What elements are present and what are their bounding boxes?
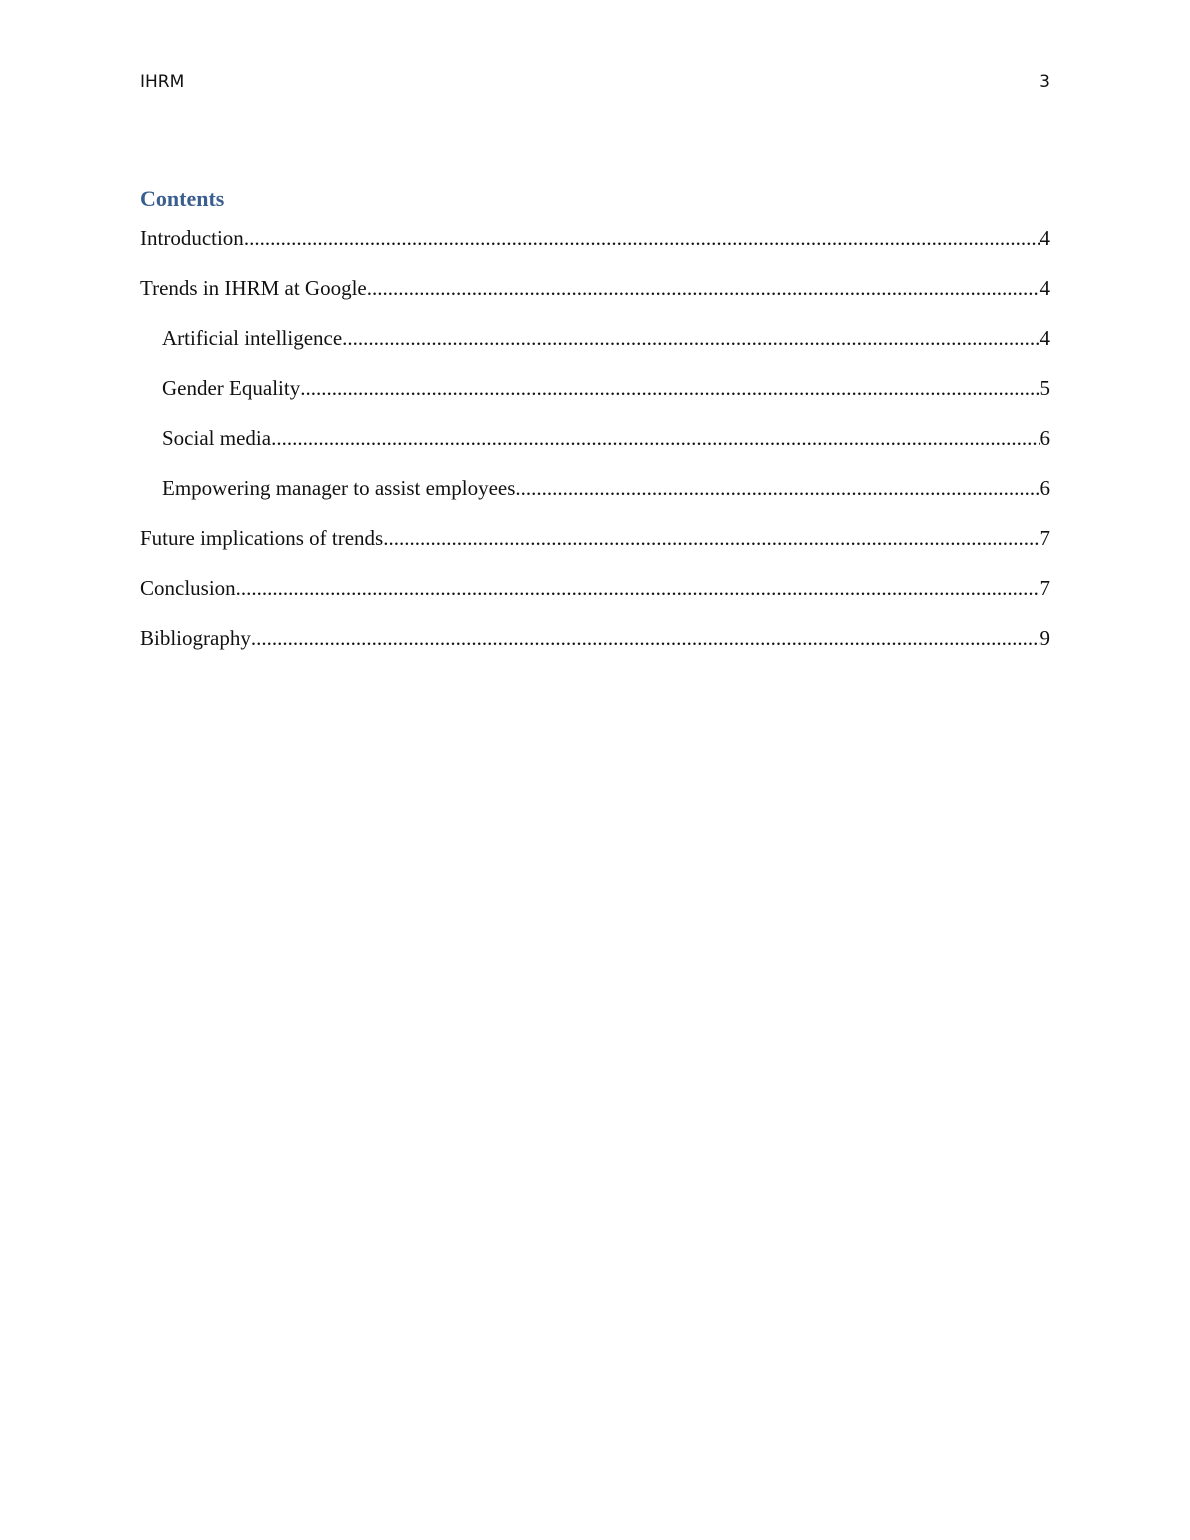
dot-leader bbox=[383, 526, 1039, 551]
page-number: 3 bbox=[1039, 72, 1050, 92]
toc-entry-trends-in-ihrm[interactable] bbox=[140, 276, 1050, 326]
toc-entry-page: 9 bbox=[1039, 626, 1050, 650]
table-of-contents bbox=[140, 226, 1050, 676]
toc-entry-label: Trends in IHRM at Google bbox=[140, 276, 367, 300]
toc-entry-page: 6 bbox=[1039, 476, 1050, 500]
dot-leader bbox=[236, 576, 1040, 601]
toc-entry-introduction[interactable] bbox=[140, 226, 1050, 276]
dot-leader bbox=[244, 226, 1040, 251]
running-header-title: IHRM bbox=[140, 72, 185, 92]
dot-leader bbox=[300, 376, 1039, 401]
toc-entry-bibliography[interactable] bbox=[140, 626, 1050, 676]
toc-entry-label: Empowering manager to assist employees bbox=[162, 476, 516, 500]
toc-entry-page: 7 bbox=[1039, 576, 1050, 600]
toc-entry-label: Bibliography bbox=[140, 626, 251, 650]
toc-entry-label: Gender Equality bbox=[162, 376, 301, 400]
toc-entry-label: Conclusion bbox=[140, 576, 236, 600]
dot-leader bbox=[342, 326, 1039, 351]
toc-entry-page: 5 bbox=[1039, 376, 1050, 400]
toc-entry-page: 4 bbox=[1039, 276, 1050, 300]
dot-leader bbox=[271, 426, 1039, 451]
toc-entry-page: 4 bbox=[1039, 226, 1050, 250]
toc-entry-empowering-manager[interactable] bbox=[140, 476, 1050, 526]
toc-entry-page: 4 bbox=[1039, 326, 1050, 350]
toc-entry-artificial-intelligence[interactable] bbox=[140, 326, 1050, 376]
toc-entry-future-implications[interactable] bbox=[140, 526, 1050, 576]
toc-entry-label: Artificial intelligence bbox=[162, 326, 343, 350]
toc-entry-gender-equality[interactable] bbox=[140, 376, 1050, 426]
toc-entry-label: Future implications of trends bbox=[140, 526, 384, 550]
dot-leader bbox=[515, 476, 1039, 501]
toc-entry-page: 7 bbox=[1039, 526, 1050, 550]
dot-leader bbox=[251, 626, 1040, 651]
toc-heading: Contents bbox=[140, 186, 225, 211]
toc-entry-conclusion[interactable] bbox=[140, 576, 1050, 626]
toc-entry-label: Social media bbox=[162, 426, 272, 450]
dot-leader bbox=[367, 276, 1040, 301]
toc-entry-page: 6 bbox=[1039, 426, 1050, 450]
toc-entry-social-media[interactable] bbox=[140, 426, 1050, 476]
toc-entry-label: Introduction bbox=[140, 226, 244, 250]
